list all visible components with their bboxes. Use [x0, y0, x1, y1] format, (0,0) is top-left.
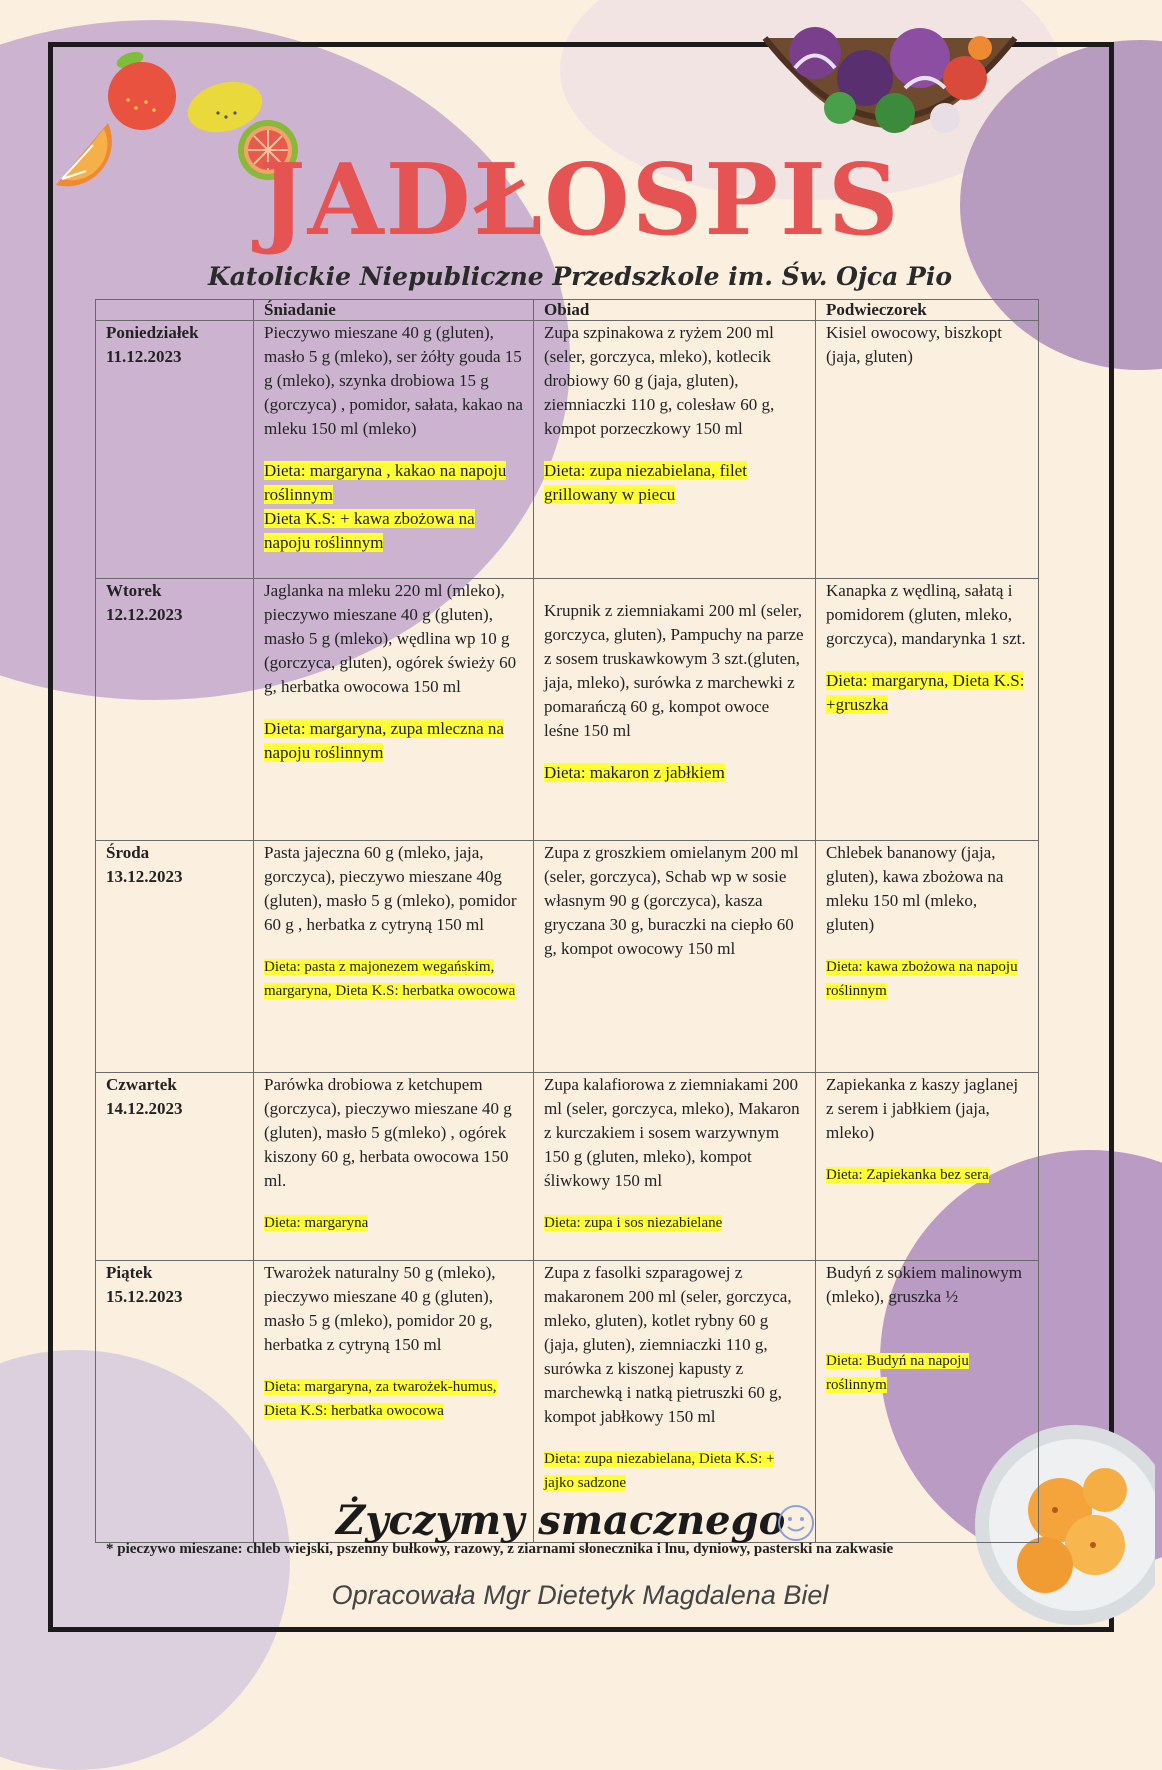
snack-diet: Dieta: Zapiekanka bez sera — [826, 1167, 989, 1183]
day-name: Piątek — [106, 1263, 153, 1282]
day-date: 12.12.2023 — [106, 605, 183, 624]
lunch-diet: Dieta: makaron z jabłkiem — [544, 763, 725, 782]
breakfast-diet: Dieta: margaryna, za twarożek-humus, Dieta K.S: herbatka owocowa — [264, 1379, 497, 1419]
lunch-text: Zupa szpinakowa z ryżem 200 ml (seler, gorczyca, mleko), kotlecik drobiowy 60 g (jaja, gluten), ziemniaczki 110 g, colesław 60 g, kompot porzeczkowy 150 ml — [544, 323, 775, 438]
lunch-text: Zupa kalafiorowa z ziemniakami 200 ml (seler, gorczyca, mleko), Makaron z kurczakiem i sosem warzywnym 150 g (gluten, mleko), kompot śliwkowy 150 ml — [544, 1075, 800, 1190]
snack-text: Kanapka z wędliną, sałatą i pomidorem (gluten, mleko, gorczyca), mandarynka 1 szt. — [826, 581, 1026, 648]
snack-text: Chlebek bananowy (jaja, gluten), kawa zbożowa na mleku 150 ml (mleko, gluten) — [826, 843, 1004, 934]
day-cell — [96, 321, 254, 579]
smiley-icon — [776, 1503, 816, 1543]
page-subtitle: Katolickie Niepubliczne Przedszkole im. Św. Ojca Pio — [207, 262, 953, 291]
breakfast-diet: Dieta: margaryna — [264, 1215, 369, 1231]
lunch-text: Zupa z fasolki szparagowej z makaronem 200 ml (seler, gorczyca, mleko, gluten), kotlet rybny 60 g (jaja, gluten), ziemniaczki 110 g, surówka z kiszonej kapusty z marchewką i natką pietruszki 60 g, kompot jabłkowy 150 ml — [544, 1263, 792, 1426]
day-date: 11.12.2023 — [106, 347, 182, 366]
lunch-diet: Dieta: zupa i sos niezabielane — [544, 1215, 723, 1231]
apple-icon — [100, 50, 185, 135]
page-title: JADŁOSPIS — [259, 143, 901, 258]
day-date: 13.12.2023 — [106, 867, 183, 886]
snack-cell — [816, 579, 1039, 841]
table-row — [96, 321, 1039, 579]
table-row — [96, 841, 1039, 1073]
footer-wish: Życzymy smacznego — [336, 1497, 786, 1544]
day-cell — [96, 1261, 254, 1543]
breakfast-diet: Dieta: margaryna, zupa mleczna na napoju roślinnym — [264, 719, 504, 762]
lunch-diet: Dieta: zupa niezabielana, Dieta K.S: + jajko sadzone — [544, 1451, 775, 1491]
day-name: Poniedziałek — [106, 323, 199, 342]
breakfast-cell — [254, 841, 534, 1073]
day-name: Czwartek — [106, 1075, 177, 1094]
lunch-cell — [534, 1073, 816, 1261]
menu-table — [95, 299, 1039, 1543]
breakfast-cell — [254, 1073, 534, 1261]
day-date: 15.12.2023 — [106, 1287, 183, 1306]
breakfast-diet: Dieta: margaryna , kakao na napoju roślinnym — [264, 461, 507, 504]
breakfast-diet: Dieta: pasta z majonezem wegańskim, margaryna, Dieta K.S: herbatka owocowa — [264, 959, 516, 999]
day-date: 14.12.2023 — [106, 1099, 183, 1118]
lunch-text: Krupnik z ziemniakami 200 ml (seler, gorczyca, gluten), Pampuchy na parze z sosem truskawkowym 3 szt.(gluten, jaja, mleko), surówka z marchewki z pomarańczą 60 g, kompot owoce leśne 150 ml — [544, 601, 804, 740]
breakfast-text: Pieczywo mieszane 40 g (gluten), masło 5 g (mleko), ser żółty gouda 15 g (mleko), szynka drobiowa 15 g (gorczyca) , pomidor, sałata, kakao na mleku 150 ml (mleko) — [264, 323, 523, 438]
header-lunch: Obiad — [534, 300, 816, 321]
day-name: Wtorek — [106, 581, 162, 600]
snack-text: Budyń z sokiem malinowym (mleko), gruszka ½ — [826, 1263, 1022, 1306]
author-credit: Opracowała Mgr Dietetyk Magdalena Biel — [331, 1580, 829, 1610]
snack-text: Zapiekanka z kaszy jaglanej z serem i jabłkiem (jaja, mleko) — [826, 1075, 1019, 1142]
table-header-row — [96, 300, 1039, 321]
lunch-cell — [534, 321, 816, 579]
header-snack: Podwieczorek — [816, 300, 1039, 321]
table-row — [96, 1073, 1039, 1261]
snack-cell — [816, 1073, 1039, 1261]
day-cell — [96, 841, 254, 1073]
lunch-cell — [534, 841, 816, 1073]
snack-diet: Dieta: kawa zbożowa na napoju roślinnym — [826, 959, 1018, 999]
snack-cell — [816, 841, 1039, 1073]
snack-diet: Dieta: Budyń na napoju roślinnym — [826, 1353, 969, 1393]
table-row — [96, 579, 1039, 841]
snack-diet: Dieta: margaryna, Dieta K.S: +gruszka — [826, 671, 1025, 714]
day-cell — [96, 579, 254, 841]
day-cell — [96, 1073, 254, 1261]
footnote: * pieczywo mieszane: chleb wiejski, pszenny bułkowy, razowy, z ziarnami słonecznika i lnu, dyniowy, pasterski na zakwasie — [106, 1541, 894, 1557]
snack-cell — [816, 321, 1039, 579]
breakfast-text: Parówka drobiowa z ketchupem (gorczyca), pieczywo mieszane 40 g (gluten), masło 5 g(mleko) , ogórek kiszony 60 g, herbata owocowa 150 ml. — [264, 1075, 512, 1190]
breakfast-text: Pasta jajeczna 60 g (mleko, jaja, gorczyca), pieczywo mieszane 40g (gluten), masło 5 g (mleko), pomidor 60 g , herbatka z cytryną 150 ml — [264, 843, 517, 934]
header-day — [96, 300, 254, 321]
lunch-cell — [534, 579, 816, 841]
breakfast-diet-ks: Dieta K.S: + kawa zbożowa na napoju roślinnym — [264, 509, 475, 552]
lunch-text: Zupa z groszkiem omielanym 200 ml (seler, gorczyca), Schab wp w sosie własnym 90 g (gorczyca), kasza gryczana 30 g, buraczki na ciepło 60 g, kompot owocowy 150 ml — [544, 843, 799, 958]
snack-cell — [816, 1261, 1039, 1543]
breakfast-text: Jaglanka na mleku 220 ml (mleko), pieczywo mieszane 40 g (gluten), masło 5 g (mleko), wędlina wp 10 g (gorczyca, gluten), ogórek świeży 60 g, herbatka owocowa 150 ml — [264, 581, 517, 696]
header-breakfast: Śniadanie — [254, 300, 534, 321]
breakfast-cell — [254, 321, 534, 579]
snack-text: Kisiel owocowy, biszkopt (jaja, gluten) — [826, 323, 1002, 366]
day-name: Środa — [106, 843, 150, 862]
breakfast-text: Twarożek naturalny 50 g (mleko), pieczywo mieszane 40 g (gluten), masło 5 g (mleko), pomidor 20 g, herbatka z cytryną 150 ml — [264, 1263, 496, 1354]
breakfast-cell — [254, 579, 534, 841]
lunch-diet: Dieta: zupa niezabielana, filet grillowany w piecu — [544, 461, 747, 504]
